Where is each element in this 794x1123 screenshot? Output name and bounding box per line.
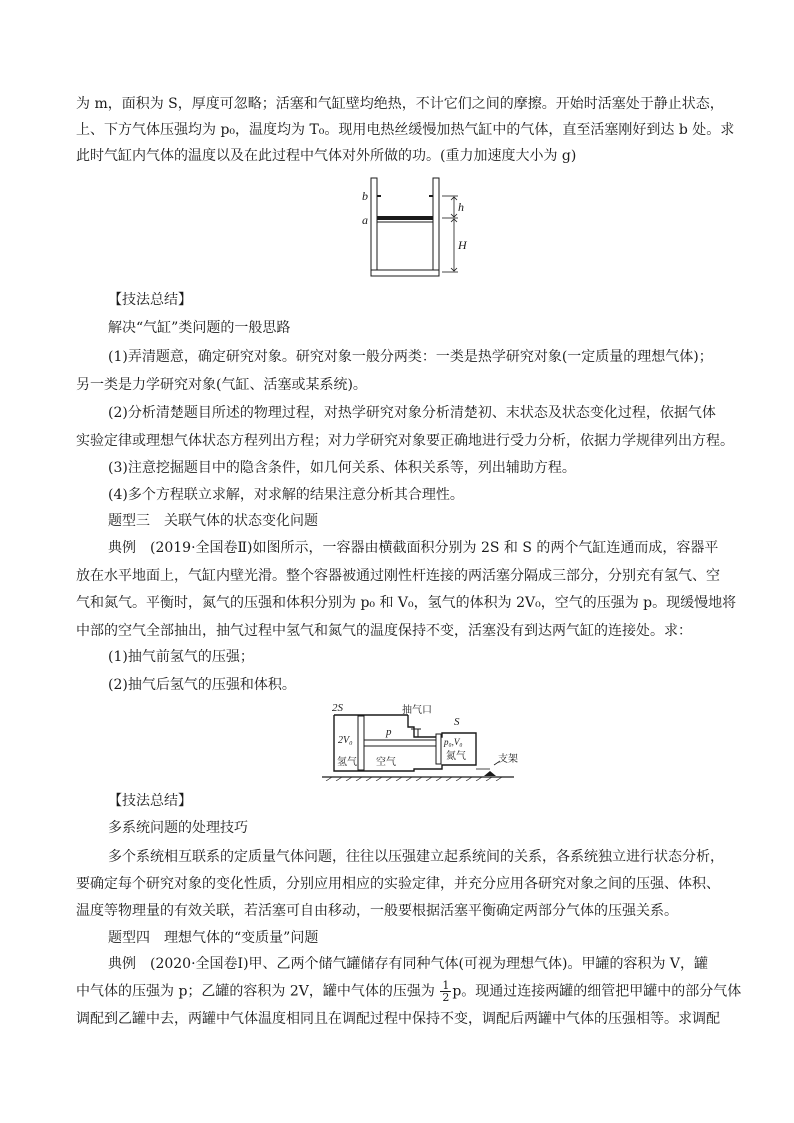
label-p: p xyxy=(386,726,392,738)
summary-title: 多系统问题的处理技巧 xyxy=(108,820,248,836)
fraction-denominator: 2 xyxy=(442,991,450,1004)
rigid-rod xyxy=(364,740,436,746)
problem-text-line: 此时气缸内气体的温度以及在此过程中气体对外所做的功。(重力加速度大小为 g) xyxy=(76,148,577,164)
label-a: a xyxy=(362,213,368,227)
label-h: h xyxy=(458,200,464,214)
question-line: (1)抽气前氢气的压强； xyxy=(108,649,254,665)
label-support: 支架 xyxy=(498,754,518,765)
label-S: S xyxy=(454,716,460,728)
support-stand xyxy=(484,771,496,776)
cylinder-left-wall xyxy=(371,178,377,276)
example-text-line: 调配到乙罐中去，两罐中气体温度相同且在调配过程中保持不变，调配后两罐中气体的压强相等。求调配 xyxy=(76,1011,720,1027)
section-heading: 【技法总结】 xyxy=(108,292,192,308)
summary-text-line: 多个系统相互联系的定质量气体问题，往往以压强建立起系统间的关系，各系统独立进行状态分析， xyxy=(108,849,724,865)
label-outlet: 抽气口 xyxy=(402,705,432,716)
example-text-line-with-fraction xyxy=(76,979,742,1004)
example-text-line: 放在水平地面上，气缸内壁光滑。整个容器被通过刚性杆连接的两活塞分隔成三部分，分别充有氢气、空 xyxy=(76,568,720,584)
piston xyxy=(377,216,433,220)
label-b: b xyxy=(362,189,368,203)
problem-text-line: 为 m，面积为 S，厚度可忽略；活塞和气缸壁均绝热，不计它们之间的摩擦。开始时活塞处于静止状态， xyxy=(76,96,724,112)
label-p0V0: p₀,V₀ xyxy=(444,737,463,747)
section-heading: 【技法总结】 xyxy=(108,793,192,809)
example-text-line: 典例 (2019·全国卷Ⅱ)如图所示，一容器由横截面积分别为 2S 和 S 的两个气缸连通而成，容器平 xyxy=(108,540,719,556)
label-nitrogen: 氮气 xyxy=(446,751,466,762)
text-segment: 中气体的压强为 p；乙罐的容积为 2V，罐中气体的压强为 xyxy=(76,983,440,1000)
summary-title: 解决“气缸”类问题的一般思路 xyxy=(108,320,291,336)
summary-text-line: 要确定每个研究对象的变化性质，分别应用相应的实验定律，并充分应用各研究对象之间的压强、体积、 xyxy=(76,876,720,892)
example-text-line: 典例 (2020·全国卷Ⅰ)甲、乙两个储气罐储存有同种气体(可视为理想气体)。甲罐的容积为 V，罐 xyxy=(108,956,709,972)
label-air: 空气 xyxy=(376,757,396,768)
question-line: (2)抽气后氢气的压强和体积。 xyxy=(108,677,296,693)
fraction-numerator: 1 xyxy=(442,979,450,992)
type-title: 题型三 关联气体的状态变化问题 xyxy=(108,513,318,529)
label-2S: 2S xyxy=(332,702,343,714)
label-hydrogen: 氢气 xyxy=(337,757,357,768)
summary-item: (4)多个方程联立求解，对求解的结果注意分析其合理性。 xyxy=(108,487,464,503)
label-H: H xyxy=(458,238,467,252)
summary-item-cont: 实验定律或理想气体状态方程列出方程；对力学研究对象要正确地进行受力分析，依据力学规律列出方程。 xyxy=(76,433,734,449)
two-cylinder-figure xyxy=(318,699,518,781)
small-piston xyxy=(436,734,441,764)
problem-text-line: 上、下方气体压强均为 p₀，温度均为 T₀。现用电热丝缓慢加热气缸中的气体，直至活塞刚好到达 b 处。求 xyxy=(76,122,735,138)
text-segment: p。现通过连接两罐的细管把甲罐中的部分气体 xyxy=(452,983,742,1000)
example-text-line: 中部的空气全部抽出，抽气过程中氢气和氮气的温度保持不变，活塞没有到达两气缸的连接处。求： xyxy=(76,623,692,639)
summary-item: (3)注意挖掘题目中的隐含条件，如几何关系、体积关系等，列出辅助方程。 xyxy=(108,460,576,476)
summary-item-cont: 另一类是力学研究对象(气缸、活塞或某系统)。 xyxy=(76,377,367,393)
example-text-line: 气和氮气。平衡时，氮气的压强和体积分别为 p₀ 和 V₀，氢气的体积为 2V₀，空气的压强为 p。现缓慢地将 xyxy=(76,595,737,611)
summary-text-line: 温度等物理量的有效关联，若活塞可自由移动，一般要根据活塞平衡确定两部分气体的压强关系。 xyxy=(76,903,678,919)
cylinder-bottom xyxy=(371,270,439,276)
summary-item: (1)弄清题意，确定研究对象。研究对象一般分两类：一类是热学研究对象(一定质量的理想气体)； xyxy=(108,349,713,365)
label-2V0: 2V₀ xyxy=(338,735,353,746)
type-title: 题型四 理想气体的“变质量”问题 xyxy=(108,930,319,946)
fraction-half xyxy=(440,980,451,1003)
cylinder-right-wall xyxy=(433,178,439,276)
large-piston xyxy=(358,716,364,770)
summary-item: (2)分析清楚题目所述的物理过程，对热学研究对象分析清楚初、末状态及状态变化过程，依据气体 xyxy=(108,405,716,421)
cylinder-piston-figure xyxy=(354,176,474,284)
